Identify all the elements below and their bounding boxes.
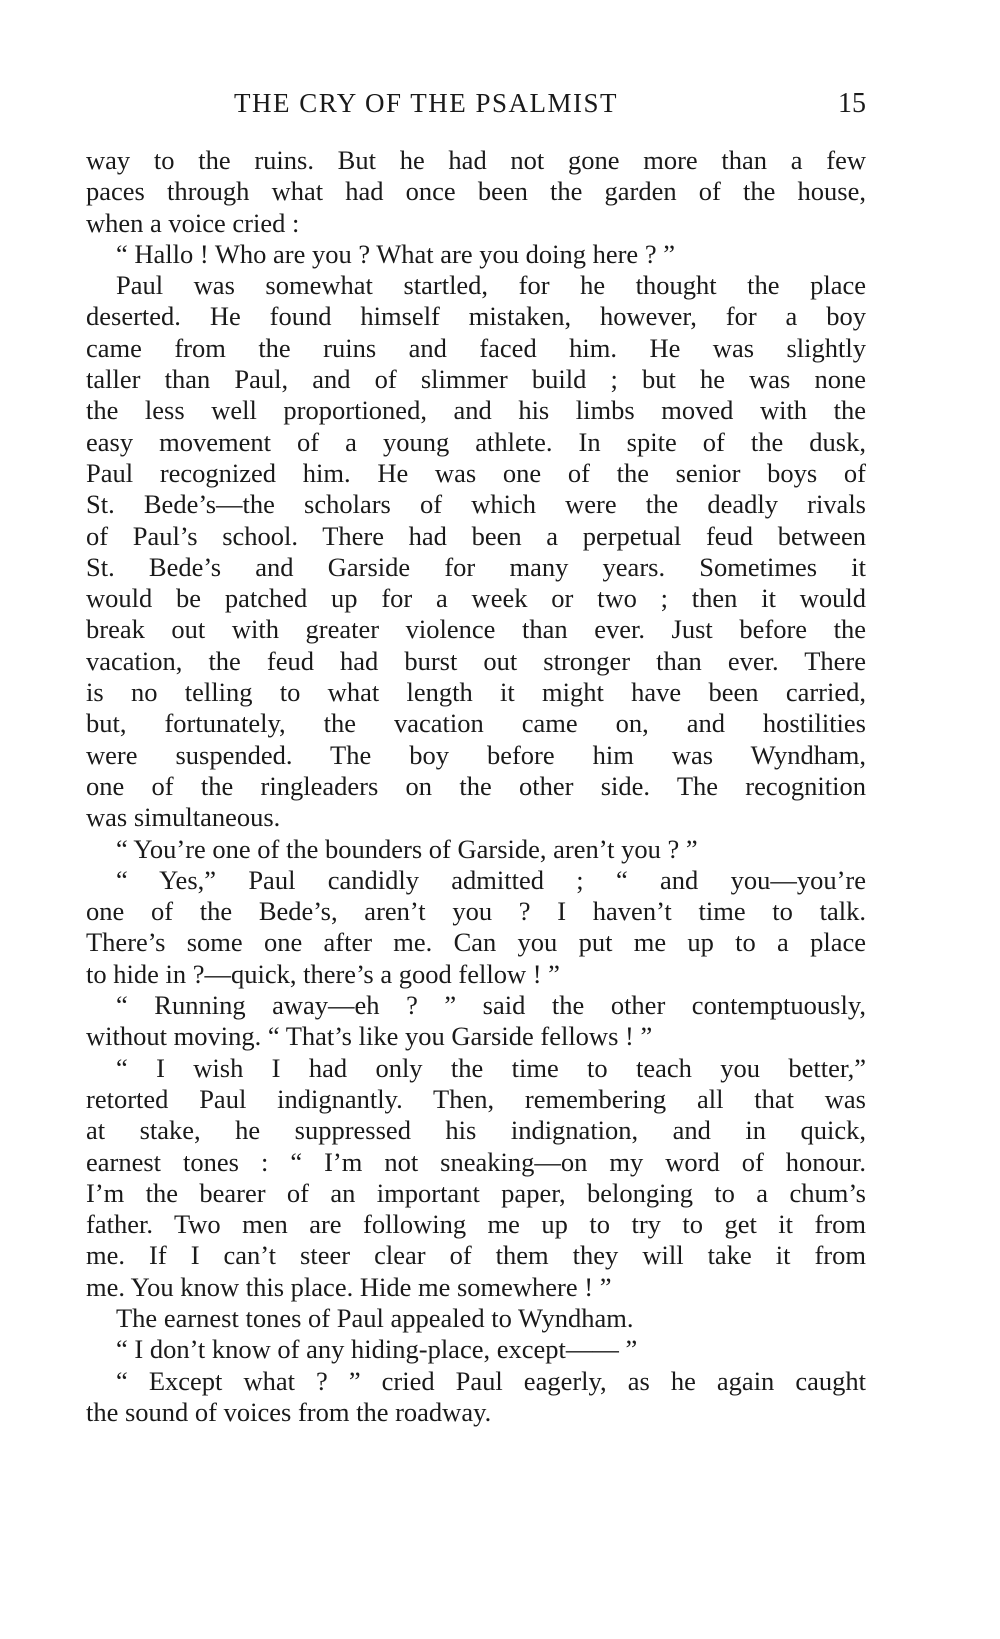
- text-line: St. Bede’s and Garside for many years. Sometimes it: [86, 551, 866, 582]
- text-line: one of the Bede’s, aren’t you ? I haven’t time to talk.: [86, 896, 866, 927]
- text-line: The earnest tones of Paul appealed to Wyndham.: [116, 1302, 634, 1333]
- text-line: “ Hallo ! Who are you ? What are you doing here ? ”: [116, 238, 675, 269]
- text-line: but, fortunately, the vacation came on, and hostilities: [86, 708, 866, 739]
- text-line: There’s some one after me. Can you put me up to a place: [86, 927, 866, 958]
- text-line: I’m the bearer of an important paper, belonging to a chum’s: [86, 1177, 866, 1208]
- text-line: break out with greater violence than ever. Just before the: [86, 614, 866, 645]
- text-line: without moving. “ That’s like you Garside fellows ! ”: [86, 1021, 653, 1052]
- text-line: were suspended. The boy before him was Wyndham,: [86, 739, 866, 770]
- text-line: St. Bede’s—the scholars of which were the deadly rivals: [86, 489, 866, 520]
- text-line: retorted Paul indignantly. Then, remembering all that was: [86, 1083, 866, 1114]
- text-line: was simultaneous.: [86, 802, 281, 833]
- body-text: [86, 145, 866, 1428]
- text-line: father. Two men are following me up to try to get it from: [86, 1209, 866, 1240]
- text-line: one of the ringleaders on the other side. The recognition: [86, 770, 866, 801]
- text-line: vacation, the feud had burst out stronger than ever. There: [86, 645, 866, 676]
- text-line: is no telling to what length it might have been carried,: [86, 677, 866, 708]
- text-line: to hide in ?—quick, there’s a good fellow ! ”: [86, 958, 560, 989]
- text-line: “ Except what ? ” cried Paul eagerly, as he again caught: [116, 1365, 866, 1396]
- text-line: “ Running away—eh ? ” said the other contemptuously,: [116, 990, 866, 1021]
- text-line: way to the ruins. But he had not gone more than a few: [86, 145, 866, 175]
- text-line: easy movement of a young athlete. In spite of the dusk,: [86, 426, 866, 457]
- page-number: 15: [838, 88, 866, 119]
- text-line: when a voice cried :: [86, 207, 300, 238]
- text-line: came from the ruins and faced him. He was slightly: [86, 332, 866, 363]
- text-line: would be patched up for a week or two ; then it would: [86, 583, 866, 614]
- text-line: deserted. He found himself mistaken, however, for a boy: [86, 301, 866, 332]
- text-line: Paul recognized him. He was one of the senior boys of: [86, 457, 866, 488]
- text-line: “ Yes,” Paul candidly admitted ; “ and you—you’re: [116, 864, 866, 895]
- running-title: THE CRY OF THE PSALMIST: [234, 88, 619, 118]
- text-line: “ I wish I had only the time to teach you better,”: [116, 1052, 866, 1083]
- text-line: me. You know this place. Hide me somewhere ! ”: [86, 1271, 612, 1302]
- running-head: [86, 88, 866, 128]
- text-line: paces through what had once been the garden of the house,: [86, 176, 866, 207]
- text-line: the sound of voices from the roadway.: [86, 1396, 492, 1427]
- text-line: earnest tones : “ I’m not sneaking—on my word of honour.: [86, 1146, 866, 1177]
- text-line: me. If I can’t steer clear of them they will take it from: [86, 1240, 866, 1271]
- text-line: Paul was somewhat startled, for he thought the place: [116, 270, 866, 301]
- text-line: the less well proportioned, and his limbs moved with the: [86, 395, 866, 426]
- text-line: “ I don’t know of any hiding-place, except—— ”: [116, 1334, 638, 1365]
- text-line: “ You’re one of the bounders of Garside, aren’t you ? ”: [116, 833, 698, 864]
- text-line: of Paul’s school. There had been a perpetual feud between: [86, 520, 866, 551]
- text-line: taller than Paul, and of slimmer build ; but he was none: [86, 364, 866, 395]
- text-line: at stake, he suppressed his indignation, and in quick,: [86, 1115, 866, 1146]
